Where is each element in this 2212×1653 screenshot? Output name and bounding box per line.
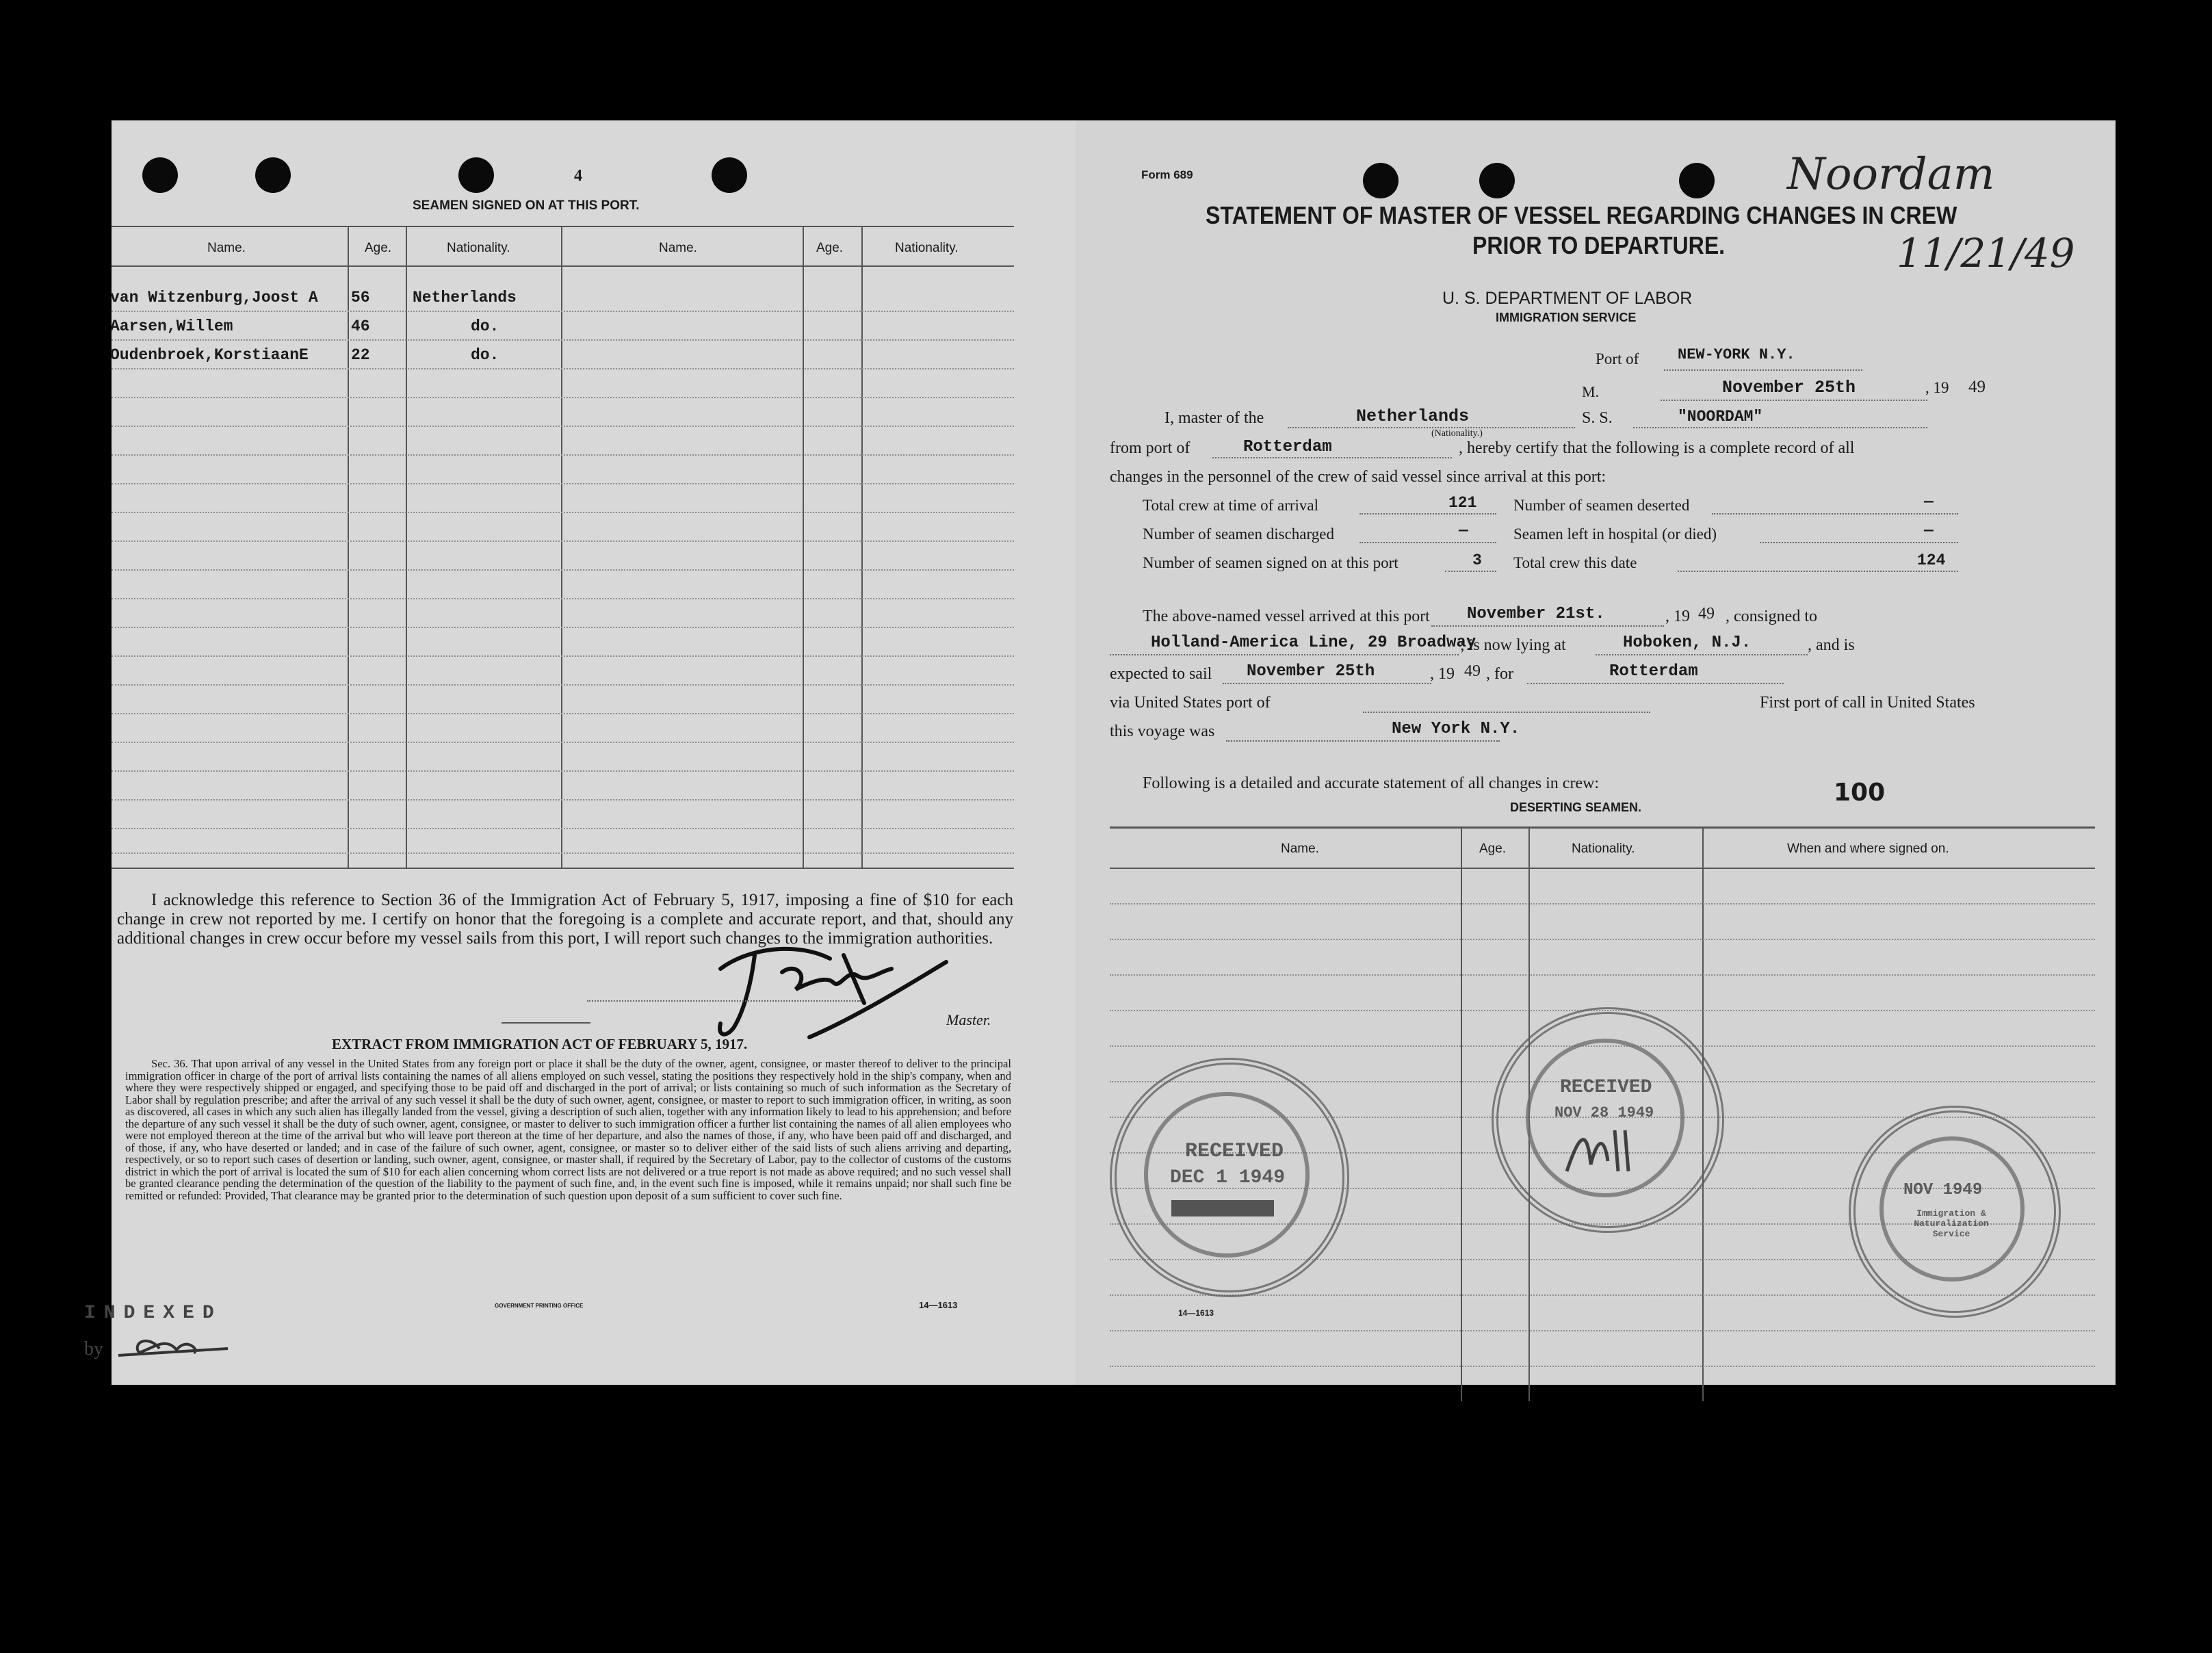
table-row-name: Oudenbroek,KorstiaanE (110, 346, 309, 364)
m-label: M. (1582, 383, 1600, 400)
stamp-date: NOV 28 1949 (1554, 1104, 1654, 1121)
lying-value: Hoboken, N.J. (1623, 634, 1752, 652)
via-label: via United States port of (1110, 694, 1271, 712)
column-header: When and where signed on. (1787, 842, 1949, 856)
printing-office: GOVERNMENT PRINTING OFFICE (495, 1303, 584, 1309)
form-code: 14—1613 (919, 1300, 958, 1310)
table-row-name: Aarsen,Willem (110, 317, 233, 335)
column-header: Nationality. (447, 241, 510, 255)
for-value: Rotterdam (1609, 662, 1698, 681)
column-header: Nationality. (1572, 842, 1635, 856)
hospital-label: Seamen left in hospital (or died) (1513, 525, 1717, 543)
nationality-caption: (Nationality.) (1431, 428, 1483, 439)
column-header: Name. (1281, 842, 1319, 856)
expected-year: 49 (1464, 662, 1481, 680)
table-row-age: 22 (351, 346, 370, 364)
master-label: Master. (946, 1011, 991, 1028)
for-label: , for (1486, 665, 1513, 683)
received-stamp-dec (1110, 1058, 1349, 1297)
deserted-label: Number of seamen deserted (1513, 497, 1690, 514)
arrived-label: The above-named vessel arrived at this port (1143, 608, 1430, 625)
discharged-label: Number of seamen discharged (1143, 525, 1334, 543)
certify-text: , hereby certify that the following is a complete record of all (1459, 439, 1855, 457)
service: IMMIGRATION SERVICE (1496, 311, 1637, 324)
from-port-value: Rotterdam (1243, 438, 1332, 456)
year-value: 49 (1968, 378, 1986, 396)
column-header: Nationality. (895, 241, 959, 255)
arrived-year: 49 (1698, 605, 1715, 623)
indexed-initials (112, 1328, 242, 1362)
punch-hole (1679, 163, 1715, 198)
stamp-initials (1560, 1123, 1642, 1178)
signed-on-label: Number of seamen signed on at this port (1143, 554, 1398, 571)
date-value: November 25th (1722, 378, 1856, 398)
port-label: Port of (1596, 350, 1639, 367)
expected-label: expected to sail (1110, 665, 1212, 683)
extract-title: EXTRACT FROM IMMIGRATION ACT OF FEBRUARY 5, 1917. (332, 1036, 748, 1052)
voyage-value: New York N.Y. (1392, 720, 1520, 738)
right-page (1076, 120, 2116, 1385)
section-title: SEAMEN SIGNED ON AT THIS PORT. (413, 198, 640, 213)
handwritten-vessel-name: Noordam (1787, 149, 1995, 200)
arrived-year-prefix: , 19 (1665, 608, 1690, 625)
table-row-nationality: do. (471, 317, 499, 335)
consigned-label: , consigned to (1726, 608, 1817, 625)
ship-name: "NOORDAM" (1678, 408, 1763, 426)
department: U. S. DEPARTMENT OF LABOR (1442, 289, 1693, 308)
deserting-title: DESERTING SEAMEN. (1510, 801, 1642, 814)
total-arrival-value: 121 (1448, 494, 1477, 512)
expected-value: November 25th (1247, 662, 1375, 681)
left-page (84, 120, 1076, 1385)
and-is-label: , and is (1808, 636, 1855, 654)
punch-hole (255, 157, 291, 193)
following-label: Following is a detailed and accurate statement of all changes in crew: (1143, 775, 1600, 792)
master-line-label: I, master of the (1164, 409, 1264, 427)
table-row-nationality: Netherlands (413, 289, 517, 307)
indexed-stamp: INDEXED (84, 1303, 222, 1324)
page-number: 4 (574, 167, 582, 185)
ship-prefix: S. S. (1582, 409, 1613, 427)
table-row-nationality: do. (471, 346, 499, 364)
handwritten-date: 11/21/49 (1897, 230, 2075, 276)
arrived-value: November 21st. (1467, 605, 1605, 623)
punch-hole (1479, 163, 1515, 198)
consignee-value: Holland-America Line, 29 Broadway (1151, 634, 1476, 652)
punch-hole (458, 157, 494, 193)
form-title: STATEMENT OF MASTER OF VESSEL REGARDING CHANGES IN CREW (1206, 201, 1957, 229)
stamp-date: NOV 1949 (1903, 1181, 1983, 1199)
column-header: Age. (816, 241, 844, 255)
deserted-value: — (1924, 493, 1934, 510)
received-stamp-nov (1492, 1007, 1724, 1233)
stamp-received-text: RECEIVED (1560, 1077, 1652, 1098)
from-port-label: from port of (1110, 439, 1190, 457)
changes-text: changes in the personnel of the crew of said vessel since arrival at this port: (1110, 468, 1606, 486)
column-header: Age. (1479, 842, 1507, 856)
total-date-label: Total crew this date (1513, 554, 1637, 571)
stamp-bar (1171, 1200, 1274, 1216)
stamp-date: DEC 1 1949 (1170, 1167, 1286, 1188)
hospital-value: — (1924, 521, 1934, 539)
first-port-label: First port of call in United States (1760, 694, 1975, 712)
punch-hole (712, 157, 747, 193)
column-header: Name. (207, 241, 246, 255)
stamp-received-text: RECEIVED (1185, 1140, 1284, 1163)
indexed-by-label: by (84, 1338, 103, 1359)
form-number: Form 689 (1141, 168, 1193, 181)
extract-text: Sec. 36. That upon arrival of any vessel in the United States from any foreign port or place it shall be the duty of the owner, agent, consignee, or master thereof to deliver to the principal immigration officer in charge of the port of arrival lists containing the names of all aliens employed on such vessel, stating the positions they respectively hold in the ship's company, when and where they were respectively shipped or engaged, and specifying those to be paid off and discharged in the port of arrival; or lists containing so much of such information as the Secretary of Labor shall by regulation prescribe; and after the arrival of any such vessel it shall be the duty of such owner, agent, consignee, or master to report to such immigration officer, in writing, as soon as discovered, all cases in which any such alien has illegally landed from the vessel, giving a description of such alien, together with any information likely to lead to his apprehension; and before the departure of any such vessel it shall be the duty of such owner, agent, consignee, or master to deliver to such immigration officer a further list containing the names of all alien employees who were not employed thereon at the time of the arrival but who will leave port thereon at the time of her departure, and also the names of those, if any, who have been paid off and discharged, and of those, if any, who have deserted or landed; and in case of the failure of such owner, agent, consignee, or master so to deliver either of the said lists of such aliens arriving and departing, respectively, or so to report such cases of desertion or landing, such owner, agent, consignee, or master shall, if required by the Secretary of Labor, pay to the collector of customs of the customs district in which the port of arrival is located the sum of $10 for each alien concerning whom correct lists are not delivered or a true report is not made as above required; and no such vessel shall be granted clearance pending the determination of the question of the liability to the payment of such fine, and, in the event such fine is imposed, while it remains unpaid; nor shall such fine be remitted or refunded: Provided, That clearance may be granted prior to the determination of such question upon deposit of a sum sufficient to cover such fine. (125, 1057, 1011, 1202)
total-date-value: 124 (1917, 551, 1946, 569)
handwritten-number: 100 (1834, 779, 1886, 807)
form-subtitle: PRIOR TO DEPARTURE. (1472, 231, 1726, 259)
column-header: Name. (659, 241, 697, 255)
column-header: Age. (365, 241, 392, 255)
punch-hole (1363, 163, 1398, 198)
year-prefix: , 19 (1925, 379, 1949, 396)
discharged-value: — (1459, 521, 1468, 539)
table-row-age: 56 (351, 289, 370, 307)
voyage-label: this voyage was (1110, 723, 1215, 740)
lying-label: ; is now lying at (1460, 636, 1566, 654)
total-arrival-label: Total crew at time of arrival (1143, 497, 1319, 514)
stamp-agency-text: Immigration & Naturalization Service (1914, 1208, 1989, 1239)
expected-year-prefix: , 19 (1430, 665, 1455, 683)
punch-hole (142, 157, 178, 193)
table-row-age: 46 (351, 317, 370, 335)
nationality-value: Netherlands (1356, 406, 1470, 426)
immigration-stamp (1849, 1106, 2061, 1318)
acknowledgment-text: I acknowledge this reference to Section 36 of the Immigration Act of February 5, 1917, imposing a fine of $10 for each change in crew not reported by me. I certify on honor that the foregoing is a complete and accurate report, and that, should any additional changes in crew occur before my vessel sails from this port, I will report such changes to the immigration authorities. (117, 891, 1013, 948)
port-value: NEW-YORK N.Y. (1678, 346, 1795, 363)
table-row-name: van Witzenburg,Joost A (110, 289, 318, 307)
signed-on-value: 3 (1472, 551, 1482, 569)
right-form-code: 14—1613 (1178, 1308, 1214, 1318)
